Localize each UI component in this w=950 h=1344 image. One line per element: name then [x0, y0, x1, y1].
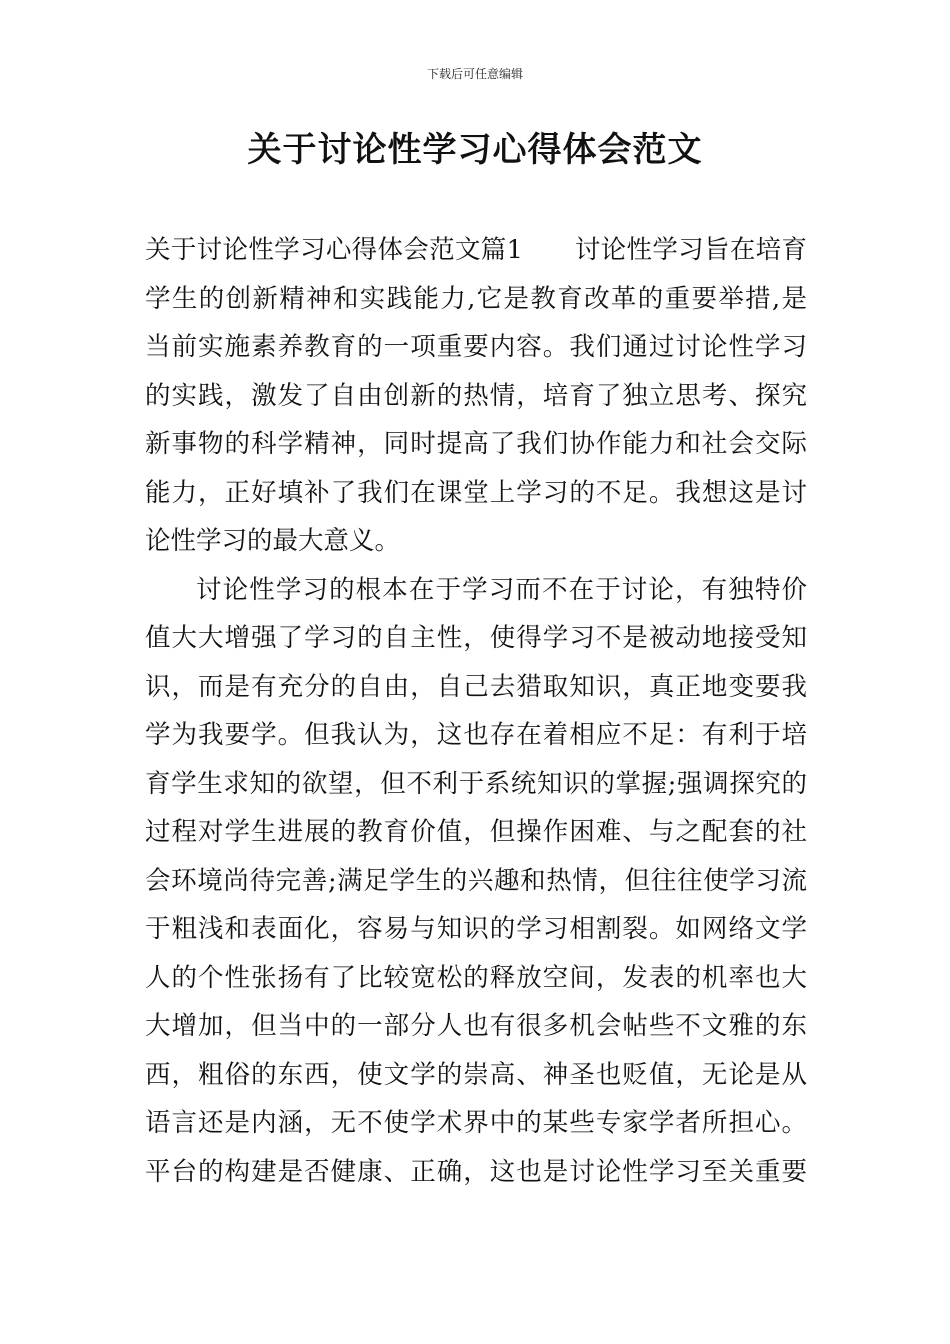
- body-line: 论性学习的最大意义。: [145, 526, 401, 556]
- body-line: 大增加，但当中的一部分人也有很多机会帖些不文雅的东: [145, 1011, 807, 1041]
- body-line: 讨论性学习的根本在于学习而不在于讨论，有独特价: [196, 574, 807, 605]
- body-line: 语言还是内涵，无不使学术界中的某些专家学者所担心。: [145, 1108, 807, 1138]
- body-line: 育学生求知的欲望，但不利于系统知识的掌握;强调探究的: [145, 768, 807, 799]
- body-line: 会环境尚待完善;满足学生的兴趣和热情，但往往使学习流: [145, 865, 807, 896]
- body-line: 于粗浅和表面化，容易与知识的学习相割裂。如网络文学: [145, 914, 807, 944]
- body-line: 平台的构建是否健康、正确，这也是讨论性学习至关重要: [145, 1156, 807, 1187]
- body-line: 值大大增强了学习的自主性，使得学习不是被动地接受知: [145, 623, 807, 653]
- document-title: 关于讨论性学习心得体会范文: [247, 130, 703, 170]
- body-line: 的实践，激发了自由创新的热情，培育了独立思考、探究: [145, 380, 807, 411]
- body-line: 学生的创新精神和实践能力,它是教育改革的重要举措,是: [145, 283, 807, 314]
- body-line: 西，粗俗的东西，使文学的崇高、神圣也贬值，无论是从: [145, 1059, 807, 1090]
- body-line: 关于讨论性学习心得体会范文篇1 讨论性学习旨在培育: [145, 235, 807, 265]
- body-line: 新事物的科学精神，同时提高了我们协作能力和社会交际: [145, 429, 807, 459]
- body-line: 当前实施素养教育的一项重要内容。我们通过讨论性学习: [145, 332, 807, 362]
- body-line: 能力，正好填补了我们在课堂上学习的不足。我想这是讨: [145, 477, 807, 508]
- body-line: 人的个性张扬有了比较宽松的释放空间，发表的机率也大: [145, 962, 807, 993]
- body-line: 过程对学生进展的教育价值，但操作困难、与之配套的社: [145, 817, 807, 847]
- body-line: 识，而是有充分的自由，自己去猎取知识，真正地变要我: [145, 671, 807, 702]
- document-body: [145, 226, 807, 1196]
- body-line: 学为我要学。但我认为，这也存在着相应不足：有利于培: [145, 720, 807, 750]
- header-note: 下载后可任意编辑: [426, 67, 523, 81]
